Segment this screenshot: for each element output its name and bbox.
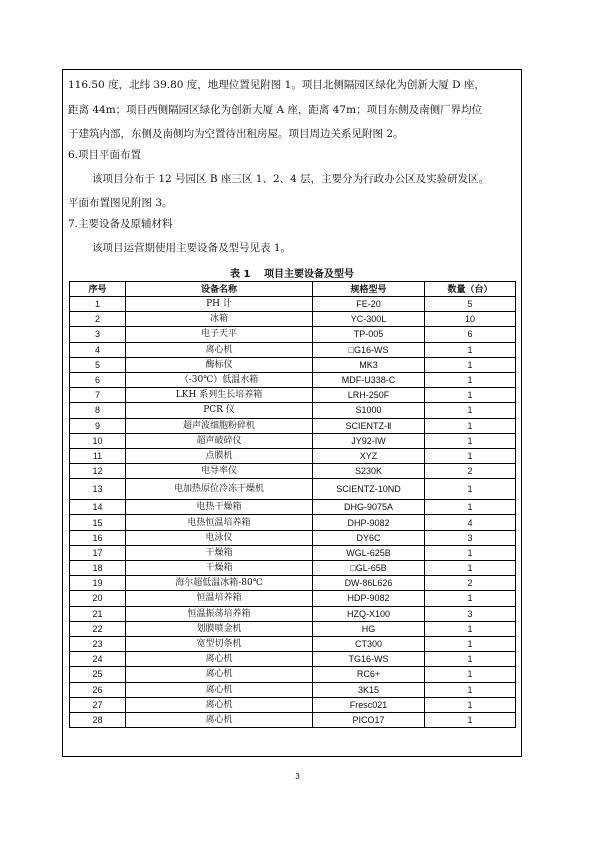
cell-quantity: 1 xyxy=(425,667,516,682)
cell-device-name: 划膜喷金机 xyxy=(126,621,313,636)
table-row xyxy=(70,500,516,515)
cell-index: 22 xyxy=(70,621,126,636)
intro-line-1: 116.50 度，北纬 39.80 度，地理位置见附图 1。项目北侧隔园区绿化为创新大厦 D 座， xyxy=(68,79,485,91)
equipment-table xyxy=(69,281,516,728)
cell-device-name: PH 计 xyxy=(126,297,313,312)
cell-device-name: 干燥箱 xyxy=(126,545,313,560)
table-row xyxy=(70,327,516,342)
cell-device-name: 离心机 xyxy=(126,667,313,682)
cell-device-name: 海尔超低温冰箱-80℃ xyxy=(126,576,313,591)
cell-model: DHP-9082 xyxy=(313,515,425,530)
cell-index: 25 xyxy=(70,667,126,682)
cell-quantity: 1 xyxy=(425,418,516,433)
cell-model: TG16-WS xyxy=(313,652,425,667)
intro-line-3: 于建筑内部，东侧及南侧均为空置待出租房屋。项目周边关系见附图 2。 xyxy=(68,128,404,140)
cell-index: 26 xyxy=(70,682,126,697)
table-caption: 表 1 项目主要设备及型号 xyxy=(230,269,354,280)
section-7-line: 该项目运营期使用主要设备及型号见表 1。 xyxy=(92,242,292,254)
table-row xyxy=(70,515,516,530)
section-7-heading: 7.主要设备及原辅材料 xyxy=(68,218,173,230)
cell-quantity: 1 xyxy=(425,372,516,387)
table-row xyxy=(70,712,516,727)
cell-model: Fresc021 xyxy=(313,697,425,712)
cell-quantity: 1 xyxy=(425,388,516,403)
cell-index: 19 xyxy=(70,576,126,591)
cell-model: S230K xyxy=(313,464,425,479)
table-row xyxy=(70,479,516,500)
cell-model: SCIENTZ-Ⅱ xyxy=(313,418,425,433)
cell-device-name: 电子天平 xyxy=(126,327,313,342)
cell-model: □GL-65B xyxy=(313,561,425,576)
cell-device-name: 酶标仪 xyxy=(126,357,313,372)
table-row xyxy=(70,433,516,448)
cell-device-name: 电导率仪 xyxy=(126,464,313,479)
cell-index: 10 xyxy=(70,433,126,448)
cell-index: 20 xyxy=(70,591,126,606)
cell-model: S1000 xyxy=(313,403,425,418)
cell-index: 11 xyxy=(70,448,126,463)
table-row xyxy=(70,403,516,418)
table-row xyxy=(70,388,516,403)
cell-quantity: 1 xyxy=(425,636,516,651)
cell-model: MK3 xyxy=(313,357,425,372)
cell-quantity: 1 xyxy=(425,403,516,418)
cell-index: 3 xyxy=(70,327,126,342)
cell-quantity: 1 xyxy=(425,652,516,667)
header-device-name: 设备名称 xyxy=(126,282,313,297)
cell-device-name: 离心机 xyxy=(126,652,313,667)
table-row xyxy=(70,621,516,636)
cell-quantity: 1 xyxy=(425,342,516,357)
cell-index: 4 xyxy=(70,342,126,357)
cell-index: 28 xyxy=(70,712,126,727)
table-row xyxy=(70,297,516,312)
table-row xyxy=(70,342,516,357)
cell-index: 14 xyxy=(70,500,126,515)
cell-quantity: 6 xyxy=(425,327,516,342)
cell-quantity: 1 xyxy=(425,500,516,515)
cell-index: 24 xyxy=(70,652,126,667)
cell-model: XYZ xyxy=(313,448,425,463)
cell-index: 27 xyxy=(70,697,126,712)
cell-index: 16 xyxy=(70,530,126,545)
cell-model: FE-20 xyxy=(313,297,425,312)
cell-quantity: 10 xyxy=(425,312,516,327)
page-number: 3 xyxy=(295,772,300,781)
cell-device-name: 离心机 xyxy=(126,682,313,697)
table-row xyxy=(70,545,516,560)
table-row xyxy=(70,606,516,621)
table-row xyxy=(70,530,516,545)
cell-model: RC6+ xyxy=(313,667,425,682)
cell-quantity: 1 xyxy=(425,479,516,500)
table-row xyxy=(70,576,516,591)
cell-model: YC-300L xyxy=(313,312,425,327)
cell-model: PICO17 xyxy=(313,712,425,727)
cell-quantity: 3 xyxy=(425,606,516,621)
cell-device-name: 离心机 xyxy=(126,342,313,357)
cell-quantity: 2 xyxy=(425,464,516,479)
cell-quantity: 4 xyxy=(425,515,516,530)
cell-model: HG xyxy=(313,621,425,636)
cell-device-name: 离心机 xyxy=(126,697,313,712)
cell-device-name: 电热恒温培养箱 xyxy=(126,515,313,530)
cell-quantity: 1 xyxy=(425,682,516,697)
cell-index: 7 xyxy=(70,388,126,403)
cell-model: WGL-625B xyxy=(313,545,425,560)
table-row xyxy=(70,697,516,712)
cell-model: DY6C xyxy=(313,530,425,545)
cell-device-name: PCR 仪 xyxy=(126,403,313,418)
cell-device-name: 电加热原位冷冻干燥机 xyxy=(126,479,313,500)
header-model: 规格型号 xyxy=(313,282,425,297)
cell-quantity: 1 xyxy=(425,621,516,636)
table-row xyxy=(70,372,516,387)
cell-index: 15 xyxy=(70,515,126,530)
table-row xyxy=(70,667,516,682)
table-row xyxy=(70,418,516,433)
cell-index: 18 xyxy=(70,561,126,576)
cell-device-name: 电热干燥箱 xyxy=(126,500,313,515)
section-6-heading: 6.项目平面布置 xyxy=(68,149,142,161)
cell-model: SCIENTZ-10ND xyxy=(313,479,425,500)
cell-device-name: 电泳仪 xyxy=(126,530,313,545)
cell-model: TP-005 xyxy=(313,327,425,342)
table-row xyxy=(70,464,516,479)
table-row xyxy=(70,357,516,372)
cell-model: MDF-U338-C xyxy=(313,372,425,387)
cell-device-name: 点膜机 xyxy=(126,448,313,463)
cell-index: 6 xyxy=(70,372,126,387)
cell-device-name: 超声破碎仪 xyxy=(126,433,313,448)
cell-index: 5 xyxy=(70,357,126,372)
table-row xyxy=(70,561,516,576)
table-row xyxy=(70,312,516,327)
cell-index: 2 xyxy=(70,312,126,327)
intro-line-2: 距离 44m；项目西侧隔园区绿化为创新大厦 A 座，距离 47m；项目东侧及南侧厂界均位 xyxy=(68,104,483,116)
cell-model: JY92-IW xyxy=(313,433,425,448)
cell-index: 23 xyxy=(70,636,126,651)
cell-device-name: 干燥箱 xyxy=(126,561,313,576)
table-header-row xyxy=(70,282,516,297)
header-index: 序号 xyxy=(70,282,126,297)
cell-device-name: 宽型切条机 xyxy=(126,636,313,651)
header-quantity: 数量（台） xyxy=(425,282,516,297)
cell-quantity: 1 xyxy=(425,433,516,448)
cell-model: 3K15 xyxy=(313,682,425,697)
cell-device-name: （-30℃）低温水箱 xyxy=(126,372,313,387)
cell-quantity: 3 xyxy=(425,530,516,545)
cell-quantity: 1 xyxy=(425,712,516,727)
cell-model: LRH-250F xyxy=(313,388,425,403)
cell-index: 17 xyxy=(70,545,126,560)
table-row xyxy=(70,591,516,606)
cell-quantity: 1 xyxy=(425,591,516,606)
cell-quantity: 2 xyxy=(425,576,516,591)
cell-device-name: 冰箱 xyxy=(126,312,313,327)
cell-quantity: 1 xyxy=(425,357,516,372)
cell-quantity: 1 xyxy=(425,697,516,712)
cell-device-name: 恒温振荡培养箱 xyxy=(126,606,313,621)
cell-model: □G16-WS xyxy=(313,342,425,357)
table-row xyxy=(70,448,516,463)
cell-quantity: 1 xyxy=(425,545,516,560)
cell-index: 21 xyxy=(70,606,126,621)
cell-quantity: 5 xyxy=(425,297,516,312)
cell-index: 9 xyxy=(70,418,126,433)
cell-model: DW-86L626 xyxy=(313,576,425,591)
section-6-line-1: 该项目分布于 12 号园区 B 座三区 1、2、4 层，主要分为行政办公区及实验研发区。 xyxy=(92,173,490,185)
table-row xyxy=(70,682,516,697)
cell-model: HZQ-X100 xyxy=(313,606,425,621)
cell-device-name: 恒温培养箱 xyxy=(126,591,313,606)
cell-index: 1 xyxy=(70,297,126,312)
table-row xyxy=(70,652,516,667)
cell-index: 8 xyxy=(70,403,126,418)
cell-device-name: 超声波细胞粉碎机 xyxy=(126,418,313,433)
cell-quantity: 1 xyxy=(425,448,516,463)
cell-model: HDP-9082 xyxy=(313,591,425,606)
cell-index: 13 xyxy=(70,479,126,500)
cell-index: 12 xyxy=(70,464,126,479)
table-row xyxy=(70,636,516,651)
cell-device-name: 离心机 xyxy=(126,712,313,727)
section-6-line-2: 平面布置图见附图 3。 xyxy=(68,197,173,209)
cell-model: CT300 xyxy=(313,636,425,651)
cell-quantity: 1 xyxy=(425,561,516,576)
cell-device-name: LKH 系列生长培养箱 xyxy=(126,388,313,403)
cell-model: DHG-9075A xyxy=(313,500,425,515)
